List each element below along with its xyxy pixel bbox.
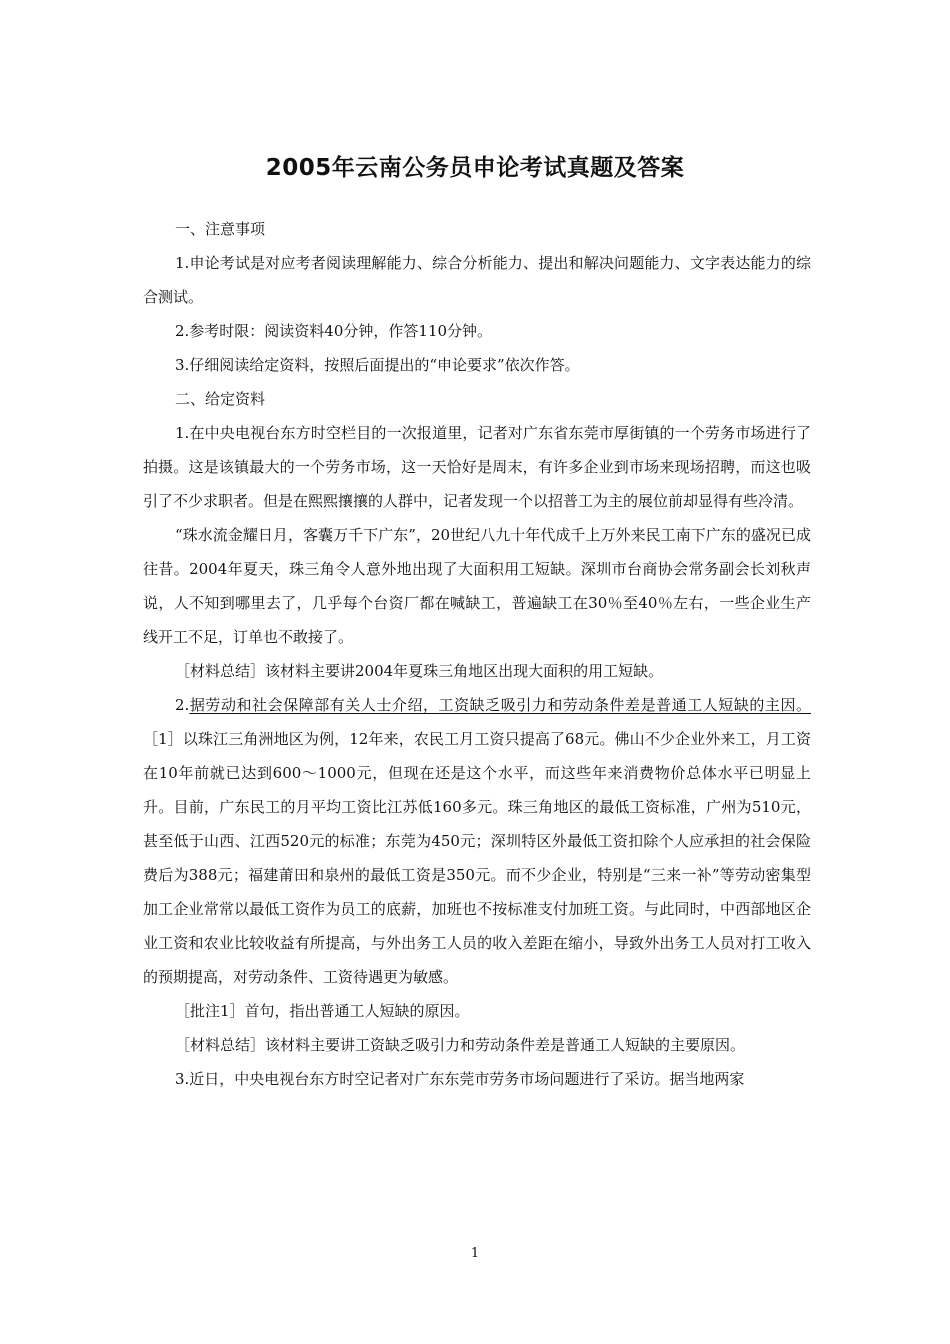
material-2-summary: ［材料总结］该材料主要讲工资缺乏吸引力和劳动条件差是普通工人短缺的主要原因。	[175, 1036, 746, 1054]
material-2-underlined-sentence: 据劳动和社会保障部有关人士介绍，工资缺乏吸引力和劳动条件差是普通工人短缺的主因。	[189, 696, 811, 714]
note-item-2: 2.参考时限：阅读资料40分钟，作答110分钟。	[175, 322, 493, 340]
heading-materials: 二、给定资料	[175, 390, 266, 408]
material-2-paragraph	[143, 688, 811, 994]
material-1-paragraph: 1.在中央电视台东方时空栏目的一次报道里，记者对广东省东莞市厚街镇的一个劳务市场进行了拍摄。这是该镇最大的一个劳务市场，这一天恰好是周末，有许多企业到市场来现场招聘，而这也吸引了不少求职者。但是在熙熙攘攘的人群中，记者发现一个以招普工为主的展位前却显得有些冷清。	[143, 424, 811, 510]
material-2-body: ［1］以珠江三角洲地区为例，12年来，农民工月工资只提高了68元。佛山不少企业外来工，月工资在10年前就已达到600～1000元，但现在还是这个水平，而这些年来消费物价总体水平已明显上升。目前，广东民工的月平均工资比江苏低160多元。珠三角地区的最低工资标准，广州为510元，甚至低于山西、江西520元的标准；东莞为450元；深圳特区外最低工资扣除个人应承担的社会保险费后为388元；福建莆田和泉州的最低工资是350元。而不少企业，特别是“三来一补”等劳动密集型加工企业常常以最低工资作为员工的底薪，加班也不按标准支付加班工资。与此同时，中西部地区企业工资和农业比较收益有所提高，与外出务工人员的收入差距在缩小，导致外出务工人员对打工收入的预期提高，对劳动条件、工资待遇更为敏感。	[143, 730, 811, 986]
document-title: 2005年云南公务员申论考试真题及答案	[265, 155, 685, 181]
annotation-1: ［批注1］首句，指出普通工人短缺的原因。	[175, 1002, 470, 1020]
material-2-number: 2.	[175, 696, 190, 714]
note-item-3: 3.仔细阅读给定资料，按照后面提出的“申论要求”依次作答。	[175, 356, 580, 374]
page-number: 1	[470, 1246, 480, 1261]
material-3-paragraph: 3.近日，中央电视台东方时空记者对广东东莞市劳务市场问题进行了采访。据当地两家	[175, 1070, 745, 1088]
heading-notes: 一、注意事项	[175, 220, 266, 238]
material-1-summary: ［材料总结］该材料主要讲2004年夏珠三角地区出现大面积的用工短缺。	[175, 662, 664, 680]
document-body	[143, 212, 811, 1096]
note-item-1: 1.申论考试是对应考者阅读理解能力、综合分析能力、提出和解决问题能力、文字表达能力的综合测试。	[143, 254, 811, 306]
material-1-continuation: “珠水流金耀日月，客囊万千下广东”，20世纪八九十年代成千上万外来民工南下广东的盛况已成往昔。2004年夏天，珠三角令人意外地出现了大面积用工短缺。深圳市台商协会常务副会长刘秋声说，人不知到哪里去了，几乎每个台资厂都在喊缺工，普遍缺工在30％至40％左右，一些企业生产线开工不足，订单也不敢接了。	[143, 526, 811, 646]
